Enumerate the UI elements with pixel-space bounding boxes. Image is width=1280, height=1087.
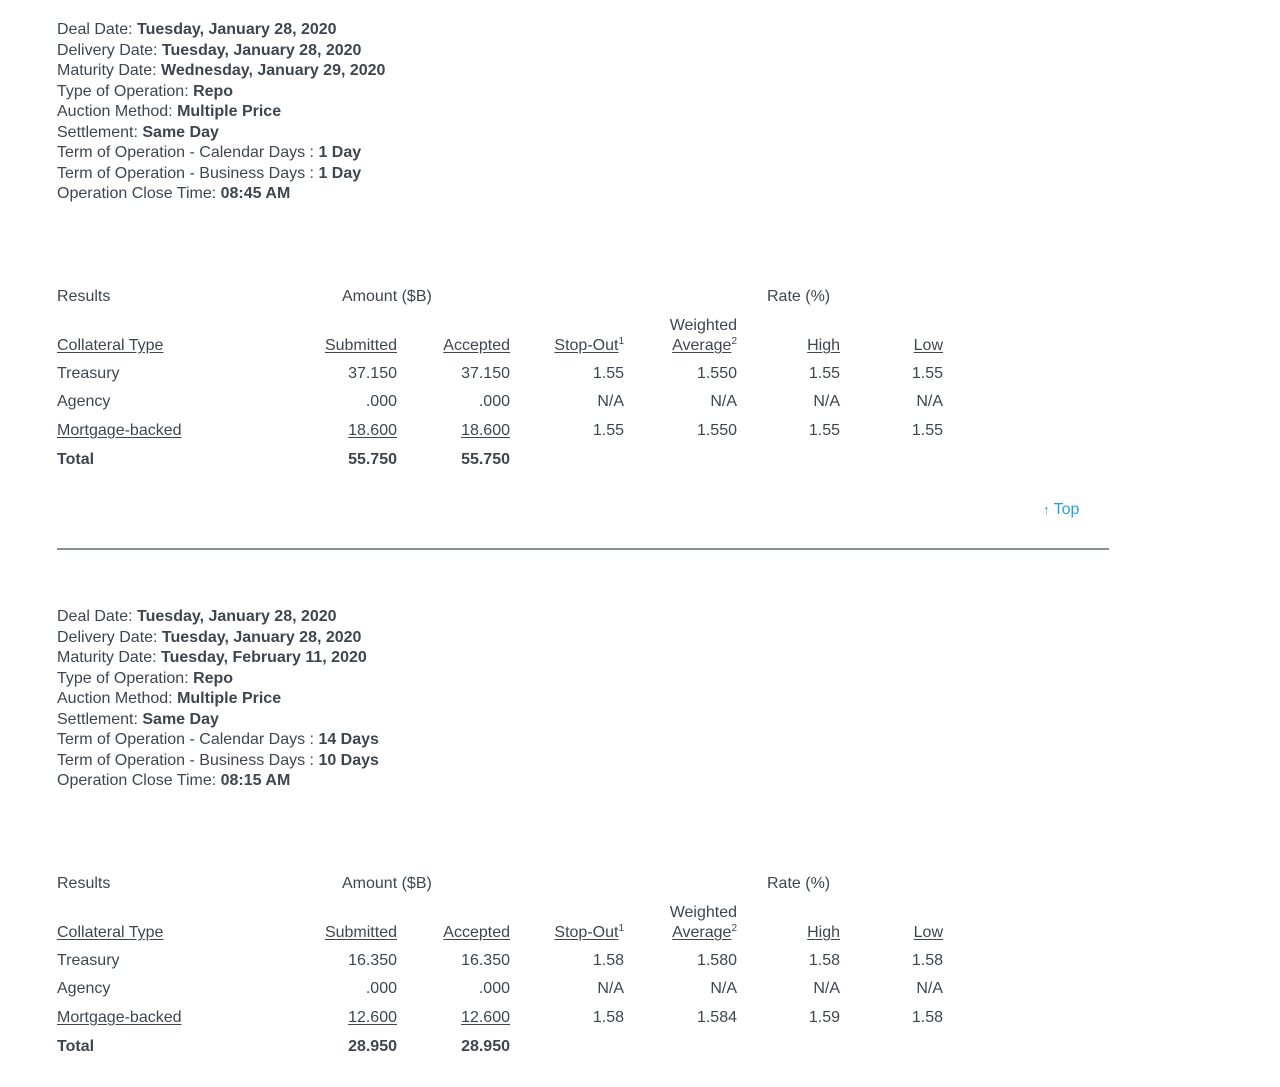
delivery-date: Delivery Date: Tuesday, January 28, 2020: [57, 628, 362, 646]
accepted-value: 37.150: [461, 365, 510, 382]
rate-heading: Rate (%): [767, 875, 831, 892]
low-value: 1.58: [911, 1009, 943, 1026]
low-value: 1.58: [911, 952, 943, 969]
rate-heading: Rate (%): [767, 288, 831, 305]
high-header[interactable]: High: [807, 337, 840, 354]
low-value: N/A: [916, 980, 943, 997]
weighted-average-value: 1.584: [696, 1009, 737, 1026]
total-label: Total: [57, 1038, 95, 1055]
results-table-1: [57, 287, 1117, 477]
weighted-average-value: 1.580: [696, 952, 737, 969]
results-heading: Results: [57, 288, 111, 305]
maturity-date: Maturity Date: Wednesday, January 29, 2020: [57, 62, 386, 79]
submitted-value: .000: [365, 980, 397, 997]
maturity-date: Maturity Date: Tuesday, February 11, 2020: [57, 649, 367, 666]
average-header[interactable]: Average$^2$: [672, 336, 737, 354]
collateral-mortgage-backed-link[interactable]: Mortgage-backed: [57, 422, 182, 439]
high-value: 1.58: [808, 952, 840, 969]
submitted-value: 16.350: [348, 952, 397, 969]
low-header[interactable]: Low: [913, 337, 943, 354]
weighted-header: Weighted: [669, 904, 737, 921]
term-business-days: Term of Operation - Business Days : 1 Day: [57, 164, 362, 182]
weighted-average-value: N/A: [710, 980, 737, 997]
accepted-value: .000: [478, 980, 510, 997]
amount-heading: Amount ($B): [342, 288, 432, 305]
submitted-value: 37.150: [348, 365, 397, 382]
results-heading: Results: [57, 875, 111, 892]
deal-date: Deal Date: Tuesday, January 28, 2020: [57, 608, 337, 625]
total-accepted: 28.950: [461, 1038, 510, 1055]
stopout-value: 1.55: [592, 422, 624, 439]
stopout-value: N/A: [597, 980, 624, 997]
collateral-mortgage-backed-link[interactable]: Mortgage-backed: [57, 1009, 182, 1026]
arrow-up-icon: ↑: [1043, 502, 1050, 517]
stopout-header[interactable]: Stop-Out$^1$: [554, 336, 624, 354]
high-header[interactable]: High: [807, 924, 840, 941]
high-value: 1.59: [808, 1009, 840, 1026]
collateral-treasury: Treasury: [57, 365, 120, 382]
high-value: N/A: [813, 393, 840, 410]
stopout-value: 1.58: [592, 952, 624, 969]
collateral-agency: Agency: [57, 980, 111, 997]
high-value: 1.55: [808, 365, 840, 382]
term-calendar-days: Term of Operation - Calendar Days : 1 Day: [57, 144, 362, 161]
settlement: Settlement: Same Day: [57, 710, 219, 728]
accepted-header[interactable]: Accepted: [443, 337, 510, 354]
delivery-date: Delivery Date: Tuesday, January 28, 2020: [57, 41, 362, 59]
close-time: Operation Close Time: 08:45 AM: [57, 185, 291, 202]
stopout-header[interactable]: Stop-Out$^1$: [554, 923, 624, 941]
total-submitted: 28.950: [348, 1038, 397, 1055]
weighted-average-value: N/A: [710, 393, 737, 410]
settlement: Settlement: Same Day: [57, 123, 219, 141]
average-header[interactable]: Average$^2$: [672, 923, 737, 941]
deal-date: Deal Date: Tuesday, January 28, 2020: [57, 21, 337, 38]
operation-details-1: [57, 20, 1117, 205]
accepted-value-link[interactable]: 12.600: [461, 1009, 510, 1026]
auction-method: Auction Method: Multiple Price: [57, 690, 282, 707]
high-value: N/A: [813, 980, 840, 997]
submitted-header[interactable]: Submitted: [324, 924, 397, 941]
term-business-days: Term of Operation - Business Days : 10 Days: [57, 751, 379, 769]
stopout-value: 1.58: [592, 1009, 624, 1026]
accepted-value: .000: [478, 393, 510, 410]
weighted-average-value: 1.550: [696, 365, 737, 382]
accepted-value-link[interactable]: 18.600: [461, 422, 510, 439]
results-table-2: [57, 874, 1117, 1064]
weighted-header: Weighted: [669, 317, 737, 334]
amount-heading: Amount ($B): [342, 875, 432, 892]
operation-details-2: [57, 607, 1117, 792]
submitted-value-link[interactable]: 12.600: [348, 1009, 397, 1026]
auction-method: Auction Method: Multiple Price: [57, 103, 282, 120]
term-calendar-days: Term of Operation - Calendar Days : 14 Days: [57, 731, 379, 748]
stopout-value: 1.55: [592, 365, 624, 382]
submitted-value-link[interactable]: 18.600: [348, 422, 397, 439]
total-label: Total: [57, 451, 95, 468]
collateral-agency: Agency: [57, 393, 111, 410]
submitted-value: .000: [365, 393, 397, 410]
accepted-header[interactable]: Accepted: [443, 924, 510, 941]
collateral-type-header[interactable]: Collateral Type: [57, 337, 164, 354]
high-value: 1.55: [808, 422, 840, 439]
operation-type: Type of Operation: Repo: [57, 669, 234, 687]
close-time: Operation Close Time: 08:15 AM: [57, 772, 291, 789]
total-accepted: 55.750: [461, 451, 510, 468]
collateral-treasury: Treasury: [57, 952, 120, 969]
collateral-type-header[interactable]: Collateral Type: [57, 924, 164, 941]
submitted-header[interactable]: Submitted: [324, 337, 397, 354]
operation-type: Type of Operation: Repo: [57, 82, 234, 100]
low-value: 1.55: [911, 422, 943, 439]
low-value: 1.55: [911, 365, 943, 382]
weighted-average-value: 1.550: [696, 422, 737, 439]
low-value: N/A: [916, 393, 943, 410]
back-to-top-link[interactable]: ↑ Top: [1043, 501, 1080, 518]
stopout-value: N/A: [597, 393, 624, 410]
low-header[interactable]: Low: [913, 924, 943, 941]
accepted-value: 16.350: [461, 952, 510, 969]
section-divider: [57, 548, 1109, 550]
total-submitted: 55.750: [348, 451, 397, 468]
